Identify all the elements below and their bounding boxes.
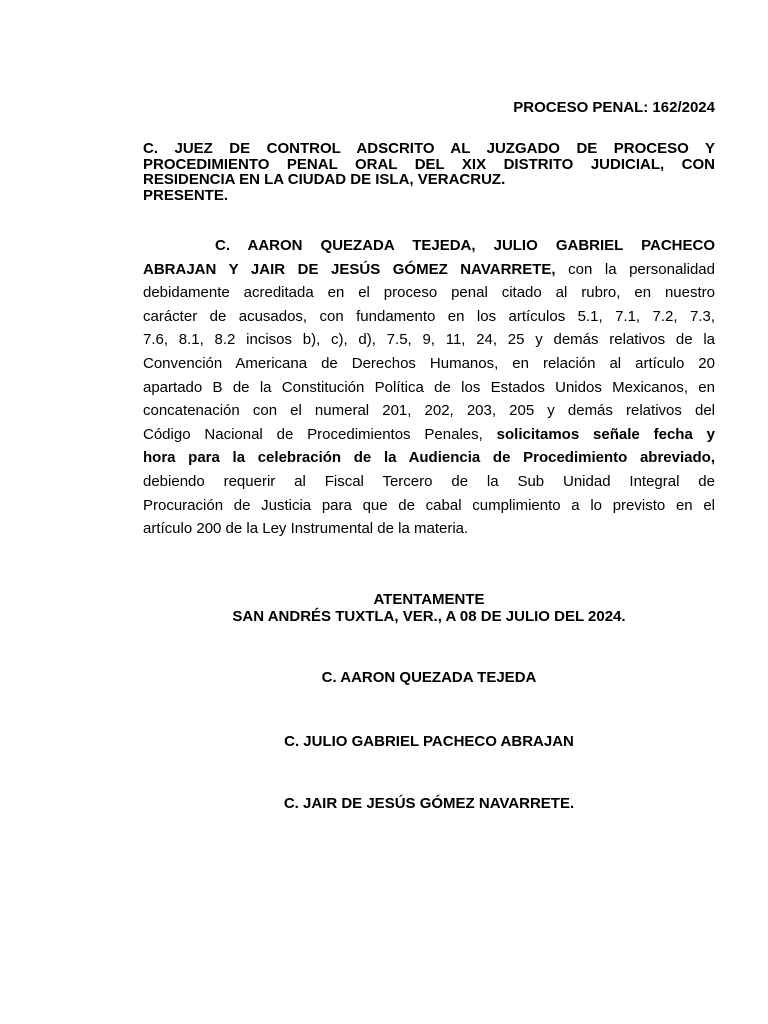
- addressee-line: PROCEDIMIENTO PENAL ORAL DEL XIX DISTRITO JUDICIAL, CON: [143, 155, 715, 173]
- body-bold-text: ABRAJAN Y JAIR DE JESÚS GÓMEZ NAVARRETE,: [143, 260, 556, 278]
- body-line: concatenación con el numeral 201, 202, 203, 205 y demás relativos del: [143, 402, 715, 420]
- petition-body: [143, 234, 715, 541]
- place-date: SAN ANDRÉS TUXTLA, VER., A 08 DE JULIO DEL 2024.: [232, 608, 626, 625]
- closing-block: [143, 591, 715, 625]
- addressee-line: RESIDENCIA EN LA CIUDAD DE ISLA, VERACRUZ.: [143, 171, 506, 188]
- signer-name: C. AARON QUEZADA TEJEDA: [321, 669, 537, 686]
- addressee-line: C. JUEZ DE CONTROL ADSCRITO AL JUZGADO DE PROCESO Y: [143, 140, 715, 157]
- body-text: Código Nacional de Procedimientos Penales,: [143, 425, 497, 443]
- body-line: [143, 423, 715, 447]
- body-bold-text: solicitamos señale fecha y: [496, 425, 715, 443]
- signer-name: C. JAIR DE JESÚS GÓMEZ NAVARRETE.: [283, 795, 575, 812]
- body-line: [143, 258, 715, 282]
- body-line: Convención Americana de Derechos Humanos, en relación al artículo 20: [143, 354, 715, 372]
- body-text: con la personalidad: [555, 260, 715, 278]
- body-line: debidamente acreditada en el proceso penal citado al rubro, en nuestro: [143, 284, 715, 302]
- salutation: ATENTAMENTE: [373, 591, 485, 608]
- body-line: carácter de acusados, con fundamento en los artículos 5.1, 7.1, 7.2, 7.3,: [143, 307, 715, 325]
- body-line: debiendo requerir al Fiscal Tercero de la Sub Unidad Integral de: [143, 472, 715, 490]
- body-line: Procuración de Justicia para que de cabal cumplimiento a lo previsto en el: [143, 496, 715, 514]
- addressee-presente: PRESENTE.: [143, 186, 229, 204]
- body-line: apartado B de la Constitución Política de los Estados Unidos Mexicanos, en: [143, 378, 715, 396]
- addressee-block: [143, 141, 715, 203]
- body-line: 7.6, 8.1, 8.2 incisos b), c), d), 7.5, 9, 11, 24, 25 y demás relativos de la: [143, 331, 715, 349]
- body-line: C. AARON QUEZADA TEJEDA, JULIO GABRIEL PACHECO: [215, 237, 715, 254]
- body-line: hora para la celebración de la Audiencia de Procedimiento abreviado,: [143, 449, 715, 467]
- case-number: PROCESO PENAL: 162/2024: [513, 99, 715, 116]
- body-line: artículo 200 de la Ley Instrumental de la materia.: [143, 520, 469, 538]
- signer-name: C. JULIO GABRIEL PACHECO ABRAJAN: [284, 733, 574, 750]
